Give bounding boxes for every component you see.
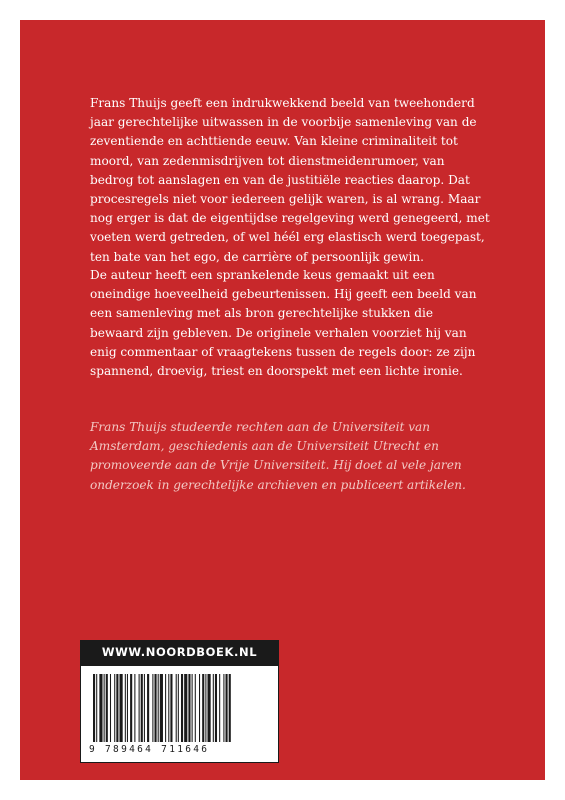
- barcode-bar: [93, 674, 95, 742]
- barcode-bar: [213, 674, 214, 742]
- barcode-bar: [125, 674, 126, 742]
- publisher-website: WWW.NOORDBOEK.NL: [80, 640, 279, 665]
- barcode-bar: [96, 674, 97, 742]
- barcode-bar: [110, 674, 111, 742]
- barcode-bar: [176, 674, 177, 742]
- author-bio: Frans Thuijs studeerde rechten aan de Universiteit van Amsterdam, geschiedenis aan de Universiteit Utrecht en promoveerde aan de Vrije Universiteit. Hij doet al vele jaren onderzoek in gerechtelijke archieven en publiceert artikelen.: [90, 420, 466, 492]
- barcode-bar: [205, 674, 206, 742]
- blurb-paragraph-1: Frans Thuijs geeft een indrukwekkend beeld van tweehonderd jaar gerechtelijke uitwassen in de voorbije samenleving van de zeventiende en achttiende eeuw. Van kleine criminaliteit tot moord, van zedenmisdrijven tot dienstmeidenrumoer, van bedrog tot aanslagen en van de justitiële reacties daarop. Dat procesregels niet voor iedereen gelijk waren, is al wrang. Maar nog erger is dat de eigentijdse regelgeving werd genegeerd, met voeten werd getreden, of wel héél erg elastisch werd toegepast, ten bate van het ego, de carrière of persoonlijk gewin.: [90, 96, 490, 264]
- barcode-bar: [168, 674, 169, 742]
- barcode-bar: [181, 674, 183, 742]
- barcode-bar: [160, 674, 163, 742]
- barcode-bar: [130, 674, 132, 742]
- barcode-bar: [207, 674, 210, 742]
- barcode-bar: [99, 674, 102, 742]
- barcode-bar: [226, 674, 228, 742]
- barcode-bar: [170, 674, 172, 742]
- isbn-barcode: [80, 665, 279, 763]
- barcode-bar: [199, 674, 200, 742]
- barcode-bar: [116, 674, 118, 742]
- barcode-bar: [158, 674, 159, 742]
- barcode-bar: [188, 674, 190, 742]
- isbn-digits: 9 789464 711646: [89, 744, 210, 755]
- barcode-bar: [114, 674, 115, 742]
- barcode-bar: [139, 674, 140, 742]
- barcode-bar: [215, 674, 217, 742]
- barcode-bar: [178, 674, 179, 742]
- barcode-bar: [192, 674, 193, 742]
- barcode-bar: [141, 674, 143, 742]
- barcode-bar: [147, 674, 149, 742]
- barcode-bars: [93, 674, 268, 742]
- barcode-bar: [120, 674, 123, 742]
- barcode-bar: [229, 674, 231, 742]
- blurb-paragraph-2: De auteur heeft een sprankelende keus gemaakt uit een oneindige hoeveelheid gebeurtenissen. Hij geeft een beeld van een samenleving met als bron gerechtelijke stukken die bewaard zijn gebleven. De originele verhalen voorziet hij van enig commentaar of vraagtekens tussen de regels door: ze zijn spannend, droevig, triest en doorspekt met een lichte ironie.: [90, 268, 477, 379]
- barcode-bar: [223, 674, 224, 742]
- barcode-bar: [165, 674, 166, 742]
- barcode-bar: [152, 674, 153, 742]
- barcode-bar: [144, 674, 145, 742]
- back-cover: [20, 20, 545, 780]
- barcode-bar: [195, 674, 196, 742]
- barcode-bar: [184, 674, 187, 742]
- barcode-bar: [104, 674, 105, 742]
- barcode-bar: [134, 674, 135, 742]
- barcode-bar: [202, 674, 204, 742]
- barcode-bar: [219, 674, 220, 742]
- barcode-bar: [154, 674, 156, 742]
- barcode-bar: [106, 674, 108, 742]
- barcode-bar: [127, 674, 128, 742]
